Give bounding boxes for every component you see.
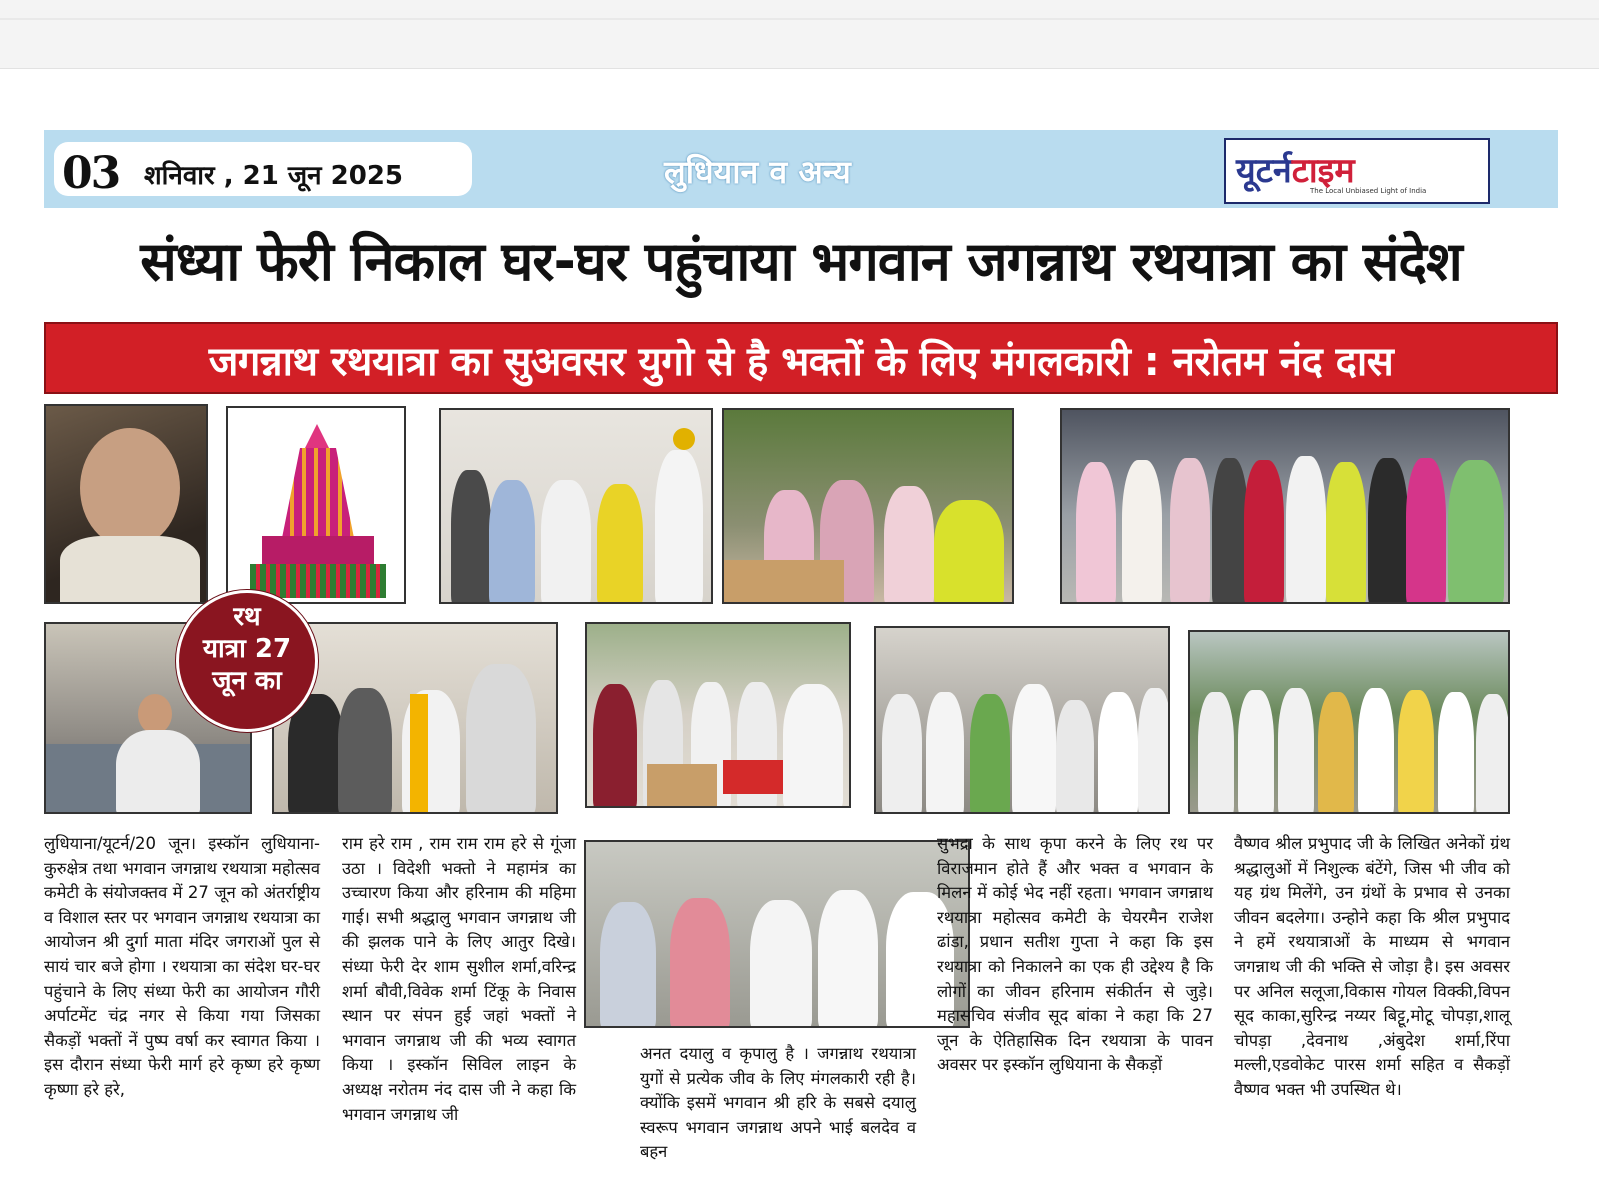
article-col2-text: राम हरे राम , राम राम राम हरे से गूंजा उठा । विदेशी भक्तो ने महामंत्र का उच्चारण किया और हरिनाम की महिमा गाई। सभी श्रद्धालु भगवान जगन्नाथ जी की झलक पाने के लिए आतुर दिखे। संध्या फेरी देर शाम सुशील शर्मा,वरिन्द्र शर्मा बौवी,विवेक शर्मा टिंकू के निवास स्थान पर संपन हुई जहां भक्तों ने भगवान जगन्नाथ जी की भव्य स्वागत किया । इस्कॉन सिविल लाइन के अध्यक्ष नरोतम नंद दास जी ने कहा कि भगवान जगन्नाथ जी <box>342 834 576 1124</box>
subheadline-bar <box>44 322 1558 394</box>
photo-group-felicitation-1 <box>439 408 713 604</box>
badge-line1: रथ <box>233 602 261 632</box>
subheadline: जगन्नाथ रथयात्रा का सुअवसर युगो से है भक्तों के लिए मंगलकारी : नरोतम नंद दास <box>208 339 1394 385</box>
article-col4-text: सुभद्रा के साथ कृपा करने के लिए रथ पर विराजमान होते हैं और भक्त व भगवान के मिलन में कोई भेद नहीं रहता। भगवान जगन्नाथ रथयात्रा महोत्सव कमेटी के चेयरमैन राजेश ढांडा, प्रधान सतीश गुप्ता ने कहा कि इस रथयात्रा को निकालने का एक ही उद्देश्य है कि लोगों का जीवन हरिनाम संकीर्तन से जुड़े। महासचिव संजीव सूद बांका ने कहा कि 27 जून के ऐतिहासिक दिन रथयात्रा के पावन अवसर पर इस्कॉन लुधियाना के सैकड़ों <box>937 834 1213 1075</box>
badge-line3: जून का <box>212 666 282 696</box>
photo-garlanded-group <box>874 626 1170 814</box>
photo-garlanded-elders <box>584 840 970 1028</box>
photo-women-welcome <box>722 408 1014 604</box>
photo-prabhupada-portrait <box>44 404 208 604</box>
badge-line2: यात्रा 27 <box>202 634 292 664</box>
issue-date: शनिवार , 21 जून 2025 <box>144 161 404 191</box>
date-box <box>54 142 472 199</box>
newspaper-logo <box>1224 138 1490 204</box>
article-col3-text: अनत दयालु व कृपालु है । जगन्नाथ रथयात्रा युगों से प्रत्येक जीव के लिए मंगलकारी रही है। क्योंकि इसमें भगवान श्री हरि के सबसे दयालु स्वरूप भगवान जगन्नाथ अपने भाई बलदेव व बहन <box>640 1044 916 1162</box>
browser-top-bar <box>0 0 1599 69</box>
logo-tagline: The Local Unbiased Light of India <box>1310 187 1427 195</box>
article-column-4 <box>937 832 1213 1078</box>
logo-name-part1: यूटर्न <box>1236 151 1292 191</box>
photo-women-group <box>1060 408 1510 604</box>
photo-group-offering <box>585 622 851 808</box>
article-column-1 <box>44 832 320 1103</box>
main-headline: संध्या फेरी निकाल घर-घर पहुंचाया भगवान जगन्नाथ रथयात्रा का संदेश <box>140 230 1462 293</box>
article-col1-text: लुधियाना/यूटर्न/20 जून। इस्कॉन लुधियाना-कुरुक्षेत्र तथा भगवान जगन्नाथ रथयात्रा महोत्सव कमेटी के संयोजक्तव में 27 जून को अंतर्राष्ट्रीय व विशाल स्तर पर भगवान जगन्नाथ रथयात्रा का आयोजन श्री दुर्गा माता मंदिर जगराओं पुल से सायं चार बजे होगा । रथयात्रा का संदेश घर-घर पहुंचाने के लिए संध्या फेरी का आयोजन गौरी अर्पाटमेंट चंद्र नगर से किया गया जिसका सैकड़ों भक्तों नें पुष्प वर्षा कर स्वागत किया । इस दौरान संध्या फेरी मार्ग हरे कृष्ण हरे कृष्ण कृष्णा हरे हरे, <box>44 834 320 1099</box>
section-title: लुधियान व अन्य <box>664 153 851 191</box>
page-header-band <box>44 130 1558 208</box>
logo-name-part2: टाइम <box>1291 151 1355 191</box>
article-column-2 <box>342 832 576 1127</box>
article-col5-text: वैष्णव श्रील प्रभुपाद जी के लिखित अनेकों ग्रंथ श्रद्धालुओं में निशुल्क बंटेंगे, जिस भी जीव को यह ग्रंथ मिलेंगे, उन ग्रंथों के प्रभाव से उनका जीवन बदलेगा। उन्होने कहा कि श्रील प्रभुपाद ने हमें रथयात्राओं के माध्यम से भगवान जगन्नाथ जी की भक्ति से जोड़ा है। इस अवसर पर अनिल सलूजा,विकास गोयल विक्की,विपन सूद काका,सुरिन्द्र नय्यर बिट्टू,मोटू चोपड़ा,शालू चोपड़ा ,देवनाथ ,अंबुदेश शर्मा,रिंपा मल्ली,एडवोकेट पारस शर्मा सहित व सैकड़ों वैष्णव भक्त भी उपस्थित थे। <box>1234 834 1510 1099</box>
photo-rath-chariot <box>226 406 406 604</box>
article-column-5 <box>1234 832 1510 1103</box>
photo-devotees-kirtan <box>1188 630 1510 814</box>
article-column-3 <box>640 1042 916 1165</box>
rathyatra-date-badge <box>176 590 318 732</box>
page-number: 03 <box>62 148 120 199</box>
